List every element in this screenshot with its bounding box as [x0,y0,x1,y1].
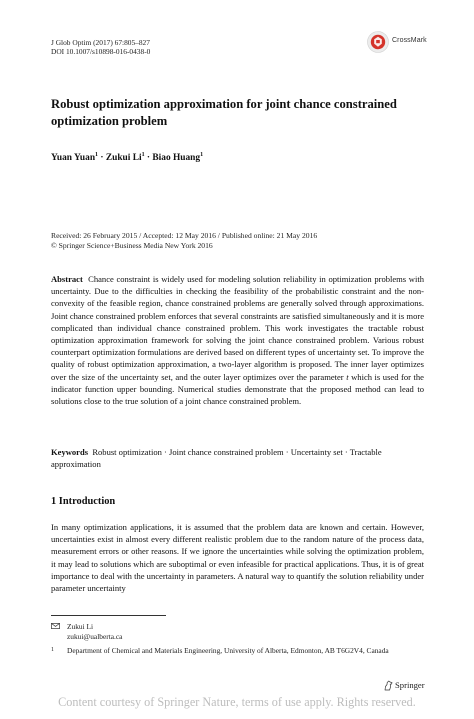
abstract-parameter: t [346,371,349,382]
affiliation-number: 1 [51,647,54,653]
author-name: Biao Huang [152,153,201,163]
author-separator: · [146,153,151,163]
submission-dates: Received: 26 February 2015 / Accepted: 12 May 2016 / Published online: 21 May 2016 [51,231,318,240]
envelope-icon [51,622,67,632]
publication-history [51,231,317,251]
author-affiliation-mark: 1 [200,152,204,158]
corresponding-author-footnote [51,622,122,642]
contact-name: Zukui Li [67,622,94,631]
keywords [51,446,424,470]
author-affiliation-mark: 1 [141,152,145,158]
courtesy-watermark: Content courtesy of Springer Nature, terms of use apply. Rights reserved. [58,695,416,709]
author-affiliation-mark: 1 [95,152,99,158]
springer-horse-icon [383,680,394,691]
abstract-label: Abstract [51,274,83,284]
contact-email[interactable]: zukui@ualberta.ca [67,631,123,641]
author-list [51,149,203,164]
introduction-paragraph: In many optimization applications, it is assumed that the problem data are known and certain. However, uncertainties exist in almost every different realistic problem due to the random nature of the process data, measurement errors or other reasons. If we ignore the uncertainties while solving the optimization problem, it may lead to solutions which are suboptimal or even infeasible for practical applications. Thus, it is of great importance to deal with the uncertainty in parameters. A natural way to quantify the solution reliability under parameter uncertainty [51,522,424,594]
keywords-label: Keywords [51,447,89,457]
affiliation-footnote [51,646,424,656]
crossmark-badge[interactable] [367,31,459,53]
article-title: Robust optimization approximation for joint chance constrained optimization problem [51,97,397,128]
journal-citation: J Glob Optim (2017) 67:805–827 [51,38,150,47]
footnote-divider [51,615,166,616]
doi[interactable]: DOI 10.1007/s10898-016-0438-0 [51,47,151,56]
springer-label: Springer [395,680,425,690]
affiliation-text: Department of Chemical and Materials Engineering, University of Alberta, Edmonton, AB T6G2V4, Canada [67,646,389,655]
publisher-mark [383,680,433,692]
keywords-text: Robust optimization · Joint chance constrained problem · Uncertainty set · Tractable approximation [51,447,382,470]
crossmark-label: CrossMark [392,37,427,44]
abstract [51,273,424,407]
abstract-text-end: which is used for the indicator function upper bounding. Numerical studies demonstrate that the proposed method can lead to solutions close to the true solution of a joint chance constrained problem. [51,371,424,407]
author-separator: · [100,153,104,163]
author-name: Zukui Li [105,153,142,163]
section-heading: 1 Introduction [51,496,116,507]
crossmark-icon [367,31,389,53]
copyright-notice: © Springer Science+Business Media New York 2016 [51,241,213,250]
abstract-text: Chance constraint is widely used for modeling solution reliability in optimization problems with uncertainty. Due to the difficulties in checking the feasibility of the probabilistic constraint and the non-convexity of the feasible region, chance constrained problems are generally solved through approximations. Joint chance constrained problem enforces that several constraints are satisfied simultaneously and it is more complicated than individual chance constrained problem. This work investigates the tractable robust optimization approximation framework for solving the joint chance constrained problem. Various robust counterpart optimization formulations are derived based on different types of uncertainty set. To improve the quality of robust optimization approximation, a two-layer algorithm is proposed. The inner layer optimizes over the size of the uncertainty set, and the outer layer optimizes over the parameter [51,274,424,382]
author-name: Yuan Yuan [51,153,96,163]
